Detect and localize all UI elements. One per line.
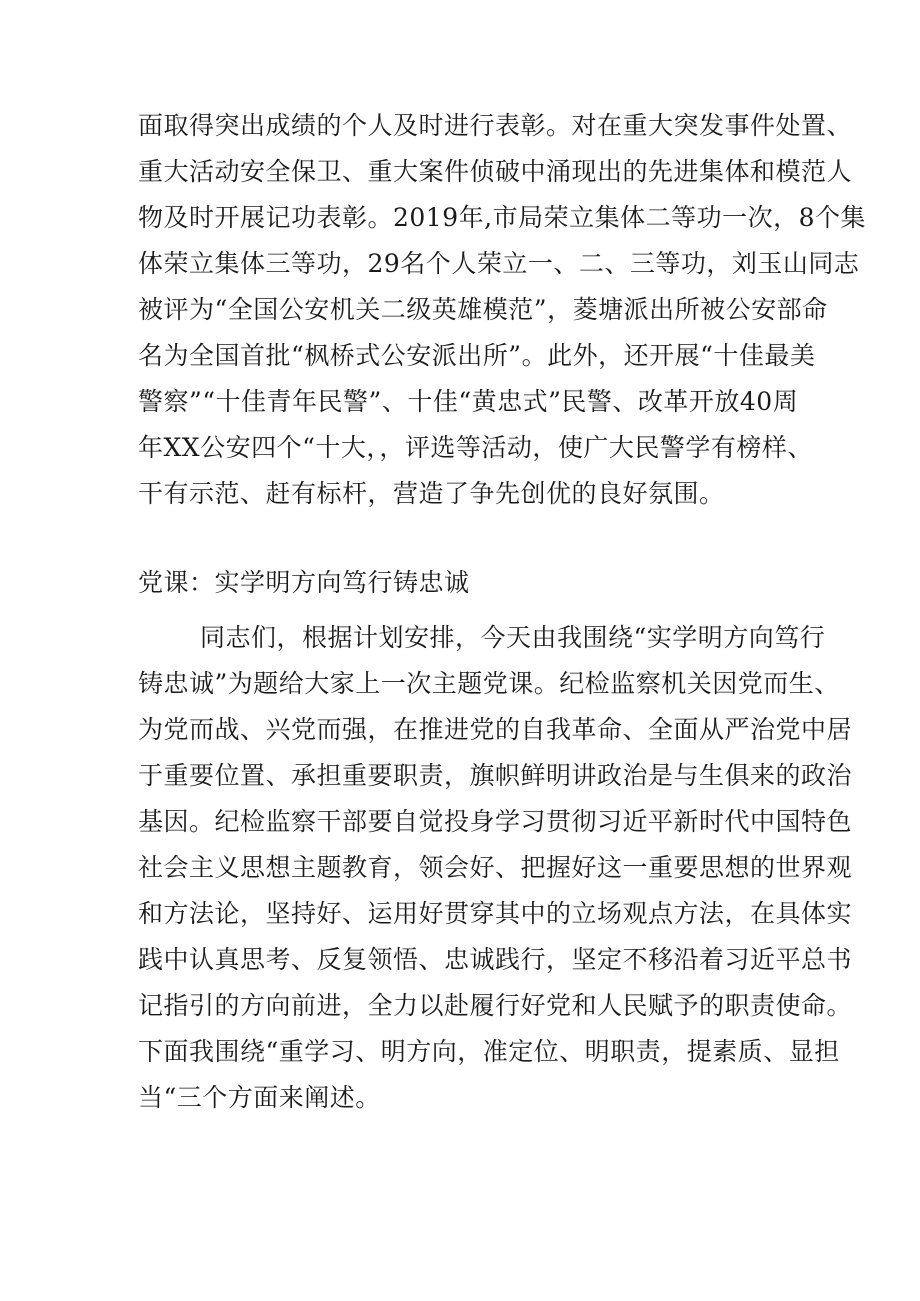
paragraph-line: 下面我围绕“重学习、明方向，准定位、明职责，提素质、显担 — [138, 1037, 840, 1066]
section-heading: 党课：实学明方向笃行铸忠诚 — [138, 568, 470, 597]
paragraph-line: 物及时开展记功表彰。2019年,市局荣立集体二等功一次，8个集 — [138, 203, 866, 232]
paragraph-line: 基因。纪检监察干部要自觉投身学习贯彻习近平新时代中国特色 — [138, 807, 853, 836]
paragraph-line: 年XX公安四个“十大，，评选等活动，使广大民警学有榜样、 — [138, 433, 813, 462]
paragraph-line: 记指引的方向前进，全力以赴履行好党和人民赋予的职责使命。 — [138, 991, 853, 1020]
paragraph-line: 于重要位置、承担重要职责，旗帜鲜明讲政治是与生俱来的政治 — [138, 761, 853, 790]
paragraph-line: 面取得突出成绩的个人及时进行表彰。对在重大突发事件处置、 — [138, 111, 853, 140]
paragraph-line: 铸忠诚”为题给大家上一次主题党课。纪检监察机关因党而生、 — [138, 669, 840, 698]
paragraph-line: 重大活动安全保卫、重大案件侦破中涌现出的先进集体和模范人 — [138, 157, 853, 186]
paragraph-line: 同志们，根据计划安排，今天由我围绕“实学明方向笃行 — [200, 623, 826, 652]
paragraph-line: 当“三个方面来阐述。 — [138, 1083, 381, 1112]
paragraph-line: 社会主义思想主题教育，领会好、把握好这一重要思想的世界观 — [138, 853, 853, 882]
paragraph-line: 被评为“全国公安机关二级英雄模范”，菱塘派出所被公安部命 — [138, 295, 828, 324]
paragraph-line: 名为全国首批“枫桥式公安派出所”。此外，还开展“十佳最美 — [138, 341, 816, 370]
paragraph-line: 和方法论，坚持好、运用好贯穿其中的立场观点方法，在具体实 — [138, 899, 853, 928]
paragraph-line: 为党而战、兴党而强，在推进党的自我革命、全面从严治党中居 — [138, 715, 853, 744]
paragraph-line: 践中认真思考、反复领悟、忠诚践行，坚定不移沿着习近平总书 — [138, 945, 853, 974]
paragraph-line: 干有示范、赶有标杆，营造了争先创优的良好氛围。 — [138, 479, 725, 508]
paragraph-line: 警察”“十佳青年民警”、十佳“黄忠式”民警、改革开放40周 — [138, 387, 799, 416]
paragraph-line: 体荣立集体三等功，29名个人荣立一、二、三等功，刘玉山同志 — [138, 249, 860, 278]
